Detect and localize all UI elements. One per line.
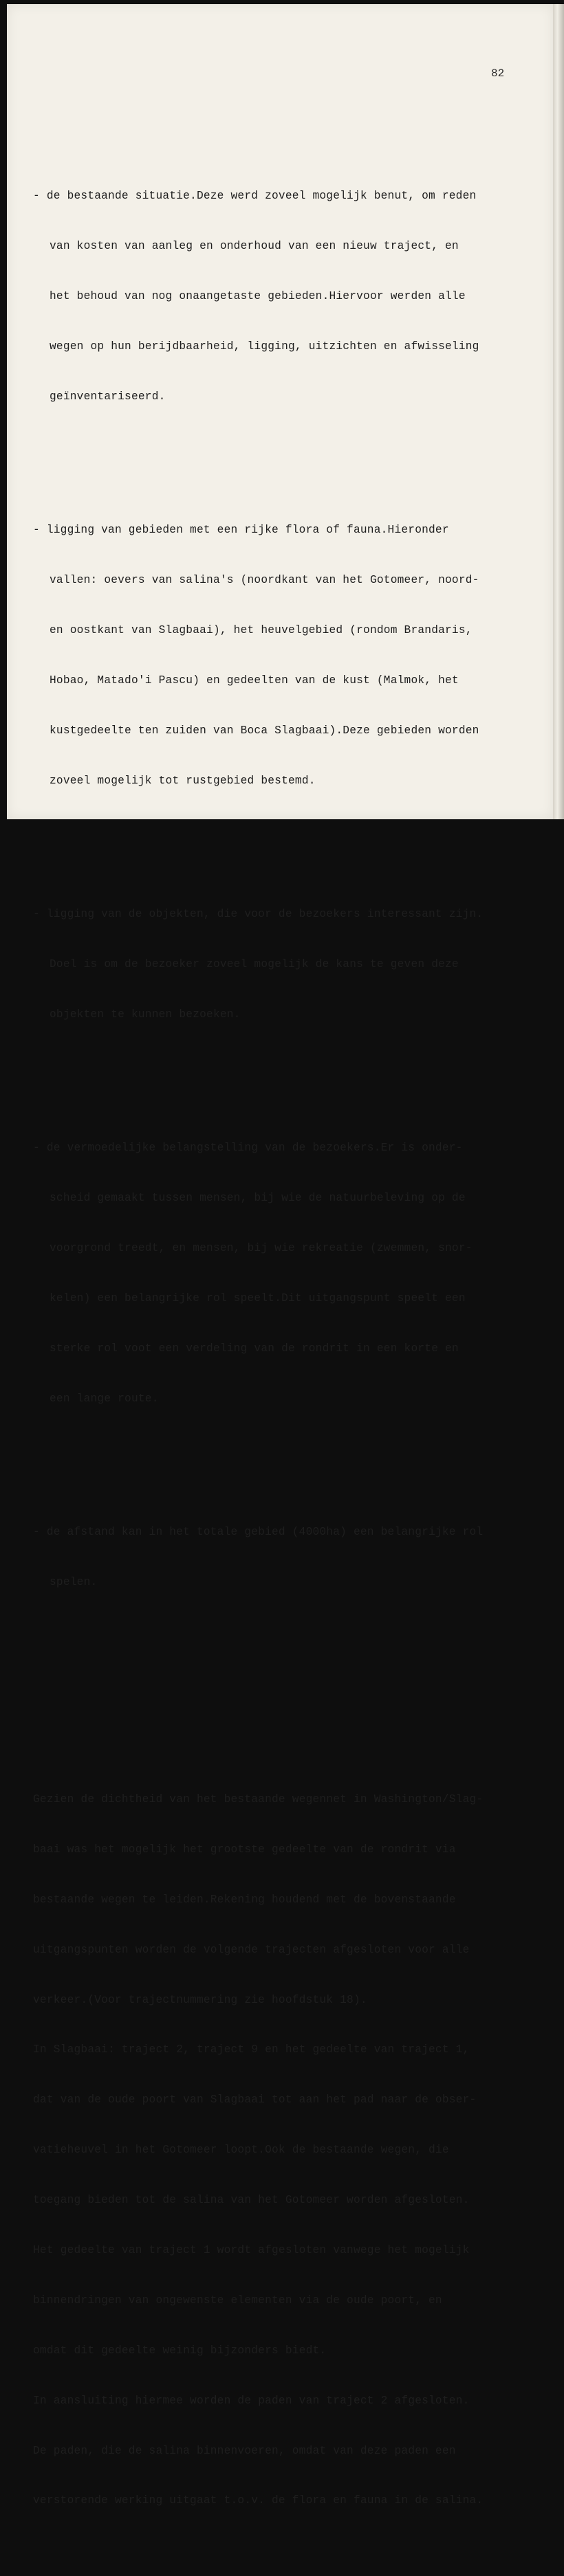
- text-line: vatieheuvel in het Gotomeer loopt.Ook de bestaande wegen, die: [33, 2144, 449, 2157]
- text-line: vallen: oevers van salina's (noordkant van het Gotomeer, noord-: [50, 574, 479, 587]
- paragraph: [33, 1757, 542, 2542]
- text-line: - ligging van de objekten, die voor de bezoekers interessant zijn.: [33, 908, 484, 921]
- text-line: sterke rol voot een verdeling van de rondrit in een korte en: [50, 1342, 459, 1355]
- text-line: zoveel mogelijk tot rustgebied bestemd.: [50, 774, 316, 787]
- text-line: In aansluiting hiermee worden de paden van traject 2 afgesloten.: [33, 2394, 470, 2407]
- text-line: - de afstand kan in het totale gebied (4000ha) een belangrijke rol: [33, 1526, 484, 1539]
- text-line: voorgrond treedt, en mensen, bij wie rekreatie (zwemmen, snor-: [50, 1242, 473, 1255]
- text-line: geïnventariseerd.: [50, 390, 166, 403]
- bullet-item: [33, 489, 542, 823]
- text-line: De paden, die de salina binnenvoeren, omdat van deze paden een: [33, 2444, 456, 2457]
- text-line: het behoud van nog onaangetaste gebieden.Hiervoor werden alle: [50, 290, 466, 303]
- text-line: wegen op hun berijdbaarheid, ligging, uitzichten en afwisseling: [50, 340, 479, 353]
- text-line: toegang bieden tot de salina van het Gotomeer worden afgesloten.: [33, 2194, 470, 2207]
- text-line: spelen.: [50, 1576, 98, 1589]
- text-line: kustgedeelte ten zuiden van Boca Slagbaai).Deze gebieden worden: [50, 724, 479, 737]
- text-line: Doel is om de bezoeker zoveel mogelijk de kans te geven deze: [50, 958, 459, 971]
- text-line: objekten te kunnen bezoeken.: [50, 1008, 241, 1021]
- page-edge: [553, 4, 564, 819]
- text-line: dat van de oude poort van Slagbaai tot aan het pad naar de obser-: [33, 2094, 477, 2107]
- page-number: 82: [491, 67, 505, 80]
- text-line: - de vermoedelijke belangstelling van de bezoekers.Er is onder-: [33, 1142, 463, 1155]
- bullet-item: [33, 1107, 542, 1441]
- text-line: Het gedeelte van traject 1 wordt afgesloten vanwege het mogelijk: [33, 2244, 470, 2256]
- text-line: - ligging van gebieden met een rijke flora of fauna.Hieronder: [33, 524, 449, 537]
- paragraph-gap: [33, 1674, 542, 1691]
- body-text: [33, 104, 542, 2576]
- text-line: verkeer.(Voor trajectnummering zie hoofdstuk 18).: [33, 1993, 367, 2006]
- bullet-item: [33, 1491, 542, 1624]
- text-line: baai was het mogelijk het grootste gedeelte van de rondrit via: [33, 1843, 456, 1856]
- text-line: en oostkant van Slagbaai), het heuvelgebied (rondom Brandaris,: [50, 624, 473, 637]
- text-line: een lange route.: [50, 1392, 159, 1405]
- text-line: uitgangspunten worden de volgende trajecten afgesloten voor alle: [33, 1943, 470, 1956]
- text-line: verstorende werking uitgaat t.o.v. de flora en fauna in de salina.: [33, 2494, 484, 2507]
- text-line: scheid gemaakt tussen mensen, bij wie de natuurbeleving op de: [50, 1192, 466, 1205]
- text-line: bestaande wegen te leiden.Rekening houdend met de bovenstaande: [33, 1893, 456, 1906]
- document-page: [7, 4, 554, 2507]
- text-line: In Slagbaai: traject 2, traject 9 en het gedeelte van traject 1,: [33, 2043, 470, 2056]
- text-line: - de bestaande situatie.Deze werd zoveel mogelijk benut, om reden: [33, 190, 477, 203]
- text-line: omdat dit gedeelte weinig bijzonders biedt.: [33, 2344, 327, 2357]
- text-line: binnendringen van ongewenste elementen via de oude poort, en: [33, 2294, 442, 2307]
- text-line: Gezien de dichtheid van het bestaande wegennet in Washington/Slag-: [33, 1792, 484, 1806]
- text-line: van kosten van aanleg en onderhoud van een nieuw traject, en: [50, 240, 459, 253]
- bullet-item: [33, 873, 542, 1056]
- text-line: kelen) een belangrijke rol speelt.Dit uitgangspunt speelt een: [50, 1292, 466, 1305]
- bullet-item: [33, 155, 542, 438]
- text-line: Hobao, Matado'i Pascu) en gedeelten van de kust (Malmok, het: [50, 674, 459, 687]
